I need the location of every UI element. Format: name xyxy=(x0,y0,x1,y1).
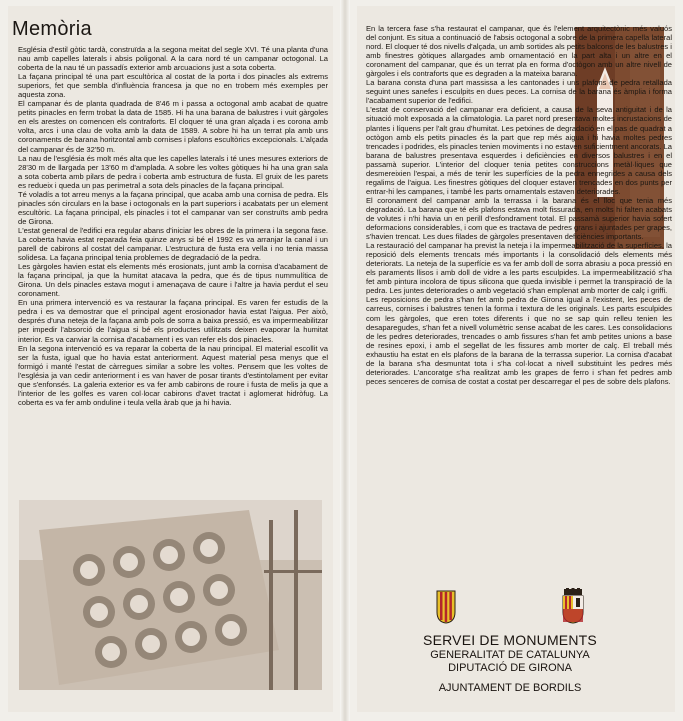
balustrade-illustration xyxy=(19,500,322,690)
footer-line-diputacio: DIPUTACIÓ DE GIRONA xyxy=(448,662,572,674)
paragraph: La restauració del campanar ha previst la neteja i la impermeabilització de la superfícies, la reposició dels elements trencats més importants i la consolidació dels elements més deteriorats. La neteja de la superfície es va fer amb doll de sorra abrasiu a poca pressió en els paraments llisos i amb doll de vidre a les parts esculpides. La impermeabilització s'ha fet amb pintura incolora de tipus silicona que queda invisible i permet la transpiració de la pedra. Les juntes deteriorades o amb vegetació s'han emplenat amb morter de calç i griffi. xyxy=(366,241,672,296)
footer-line-ajuntament: AJUNTAMENT DE BORDILS xyxy=(438,682,582,694)
paragraph: La façana principal té una part escultòrica al costat de la porta i dos pinacles als extrems superiors, fet que sembla d'influència francesa ja que no en trobem més exemples per aquesta zona. xyxy=(18,72,328,100)
paragraph: Té voladís a tot arreu menys a la façana principal, que acaba amb una cornisa de pedra. Els pinacles són circulars en la base i octogonals en la part superiors i acabatats per un element escultòric. La façana principal, els pinacles i tot el campanar van ser construïts amb pedra de Girona. xyxy=(18,189,328,226)
paragraph: Les reposicions de pedra s'han fet amb pedra de Girona igual a l'existent, les peces de carreus, cornises i balustres tenen la forma i textura de les originals. Les parts esculpides com les gàrgoles, que eren totes diferents i que no se sap quin relleu tenien les desaparegudes, s'han fet a nivell volumètric sense acabat de les cares. Les consolidacions de les pedres deteriorades, trencades o amb fissures s'han fet amb petites unions a base de resines epoxi, i amb el segellat de les fissures amb morter de calç. El treball més exhaustiu ha estat en els plafons de la barana de la terrassa superior. La cornisa d'acabat de la barana s'ha desmuntat tota i s'ha col·locat a nivell substituint les pedres més deteriorades. L'ancoratge s'ha realitzat amb les grapes de ferro i s'han fet pedres amb peces senceres de cornisa de costat a costat per descarregar el pes de sobre dels plafons. xyxy=(366,295,672,386)
paragraph: En la segona intervenció es va reparar la coberta de la nau principal. El material escollit va ser la fusta, igual que ho havia estat anteriorment. Aquest material pesa menys que el formigó i manté l'estat de càrregues similar a sobre les voltes. Pensem que les voltes de l'església ja van cedir anteriorment i es van haver de posar tirants d'estintolament per evitar que s'enfonsés. La galeria exterior es va fer amb cabirons de roure i fusta de melis ja que a l'interior de les golfes es varen col·locar cabirons d'avet tractat i aglomerat hidròfug. La coberta es va fer amb onduline i teula vella àrab que ja hi havia. xyxy=(18,343,328,407)
footer-org-title: SERVEI DE MONUMENTS xyxy=(423,632,597,648)
page-title: Memòria xyxy=(12,18,92,40)
footer xyxy=(400,586,620,696)
right-body-text xyxy=(366,24,672,584)
paragraph: El coronament del campanar amb la terrassa i la barana és el lloc que tenia més degradació. La barana que té els plafons estava molt fissurada, en molts hi falten acabats de volutes i n'hi havia un en perill d'esfondrament total. El passamà superior havia sofert deformacions considerables, i com que es tractava de pedres grans i ajuntades per grapes, s'havien trencat. Les dues filades de gàrgoles presentaven deficiències importants. xyxy=(366,195,672,242)
paragraph: El campanar és de planta quadrada de 8'46 m i passa a octogonal amb acabat de quatre petits pinacles en ferm trobat la data de 1585. Hi ha una barana de balustres i vuit gàrgoles en els arestes on comencen els contraforts. El cloquer té una gran alçada i es corona amb volta, arcs i una clau de volta amb la data de 1589. A sobre hi ha un terrat pla amb uns coronaments de barana horitzontal amb cornises i plafons escultòrics excepcionals. L'alçada del campanar és de 32'50 m. xyxy=(18,99,328,154)
paragraph: La nau de l'església és molt més alta que les capelles laterals i té unes mesures exteriors de 28'30 m de llargada per 13'60 m d'amplada. A sobre les voltes gòtiques hi ha una gran sala a sota coberta amb pilars de pedra i coberta amb estructura de fusta. El gruix de les parets es redueix i queda un pas perimetral a sota dels pinacles de la façana principal. xyxy=(18,153,328,190)
paragraph: En la tercera fase s'ha restaurat el campanar, que és l'element arquitectònic més valuós del conjunt. Es situa a continuació de l'absis octogonal a sobre de la primera capella lateral nord. El cloquer té dos nivells d'alçada, un amb sortides als petits balcons de les balustres i amb finestres gòtiques allargades amb ornamentació en la part alta i un altre en el coronament del campanar, que és un terrat pla en forma d'octògon amb un altre nivell de gàrgoles i els contraforts que es degraden a la mateixa barana. xyxy=(366,24,672,79)
paragraph: La barana consta d'una part massissa a les cantonades i uns plafons de pedra retallada seguint unes sanefes i esculpits en dues peces. La cornisa de la barana és àmplia i forma l'acabament superior de l'edifici. xyxy=(366,78,672,106)
left-body-text xyxy=(18,45,328,497)
balustrade-photo xyxy=(19,500,322,690)
footer-line-generalitat: GENERALITAT DE CATALUNYA xyxy=(430,649,590,661)
paragraph: Església d'estil gòtic tardà, construïda a la segona meitat del segle XVI. Té una planta d'una nau amb capelles laterals i absis poligonal. A la cara nord té un campanar octogonal. La coberta de la nau té un passadís exterior amb arcuacions just a sota coberta. xyxy=(18,45,328,73)
paragraph: Les gàrgoles havien estat els elements més erosionats, junt amb la cornisa d'acabament de la façana principal, ja que la humitat atacava la pedra, que és de tipus nummulítica de Girona. Un dels pinacles estava mogut i amenaçava de caure i l'altre ja havia perdut el seu coronament. xyxy=(18,262,328,299)
paragraph: L'estat general de l'edifici era regular abans d'iniciar les obres de la primera i la segona fase. La coberta havia estat reparada feia quinze anys si bé el 1992 es va arranjar la canal i un parell de cabirons al costat del campanar. L'estructura de fusta era vella i no tenia massa solidesa. La façana principal tenia problemes de degradació de la pedra. xyxy=(18,225,328,263)
page-fold xyxy=(340,0,350,721)
paragraph: En una primera intervenció es va restaurar la façana principal. Es varen fer estudis de la pedra i es va demostrar que el principal agent erosionador havia estat l'aigua. Per això, després d'una neteja de la façana amb pols de sorra a baixa pressió, es va impermeabilitzar per impedir l'absorció de l'aigua si bé els productes utilitzats deixen evaporar la humitat interior. Es va canviar la cornisa d'acabament i es van refer els dos pinacles. xyxy=(18,298,328,344)
paragraph: L'estat de conservació del campanar era deficient, a causa de la seva antiguitat i de la situació molt exposada a la climatologia. La paret nord presentava moltes incrustacions de plantes i líquens per l'alt grau d'humitat. Les petxines de degradació en el pas de quadrat a octògon amb els petits pinacles és la part que rep més aigua i hi havia moltes pedres trencades i podrides, els pinacles tenien moviments i no estaven suficientment ancorats. La barana de balustres presentava esquerdes i deficiències en diversos balustres i en el passamà superior. L'interior del cloquer tenia petites construccions metàl·liques que desmereixien l'espai, a més de tenir les superfícies de la pedra ennegrides a causa dels regalims de l'aigua. Les finestres gòtiques del cloquer estaven trencades en dos punts per entrar-hi les campanes, i també les parts ornamentals estaven deteriorades. xyxy=(366,105,672,196)
